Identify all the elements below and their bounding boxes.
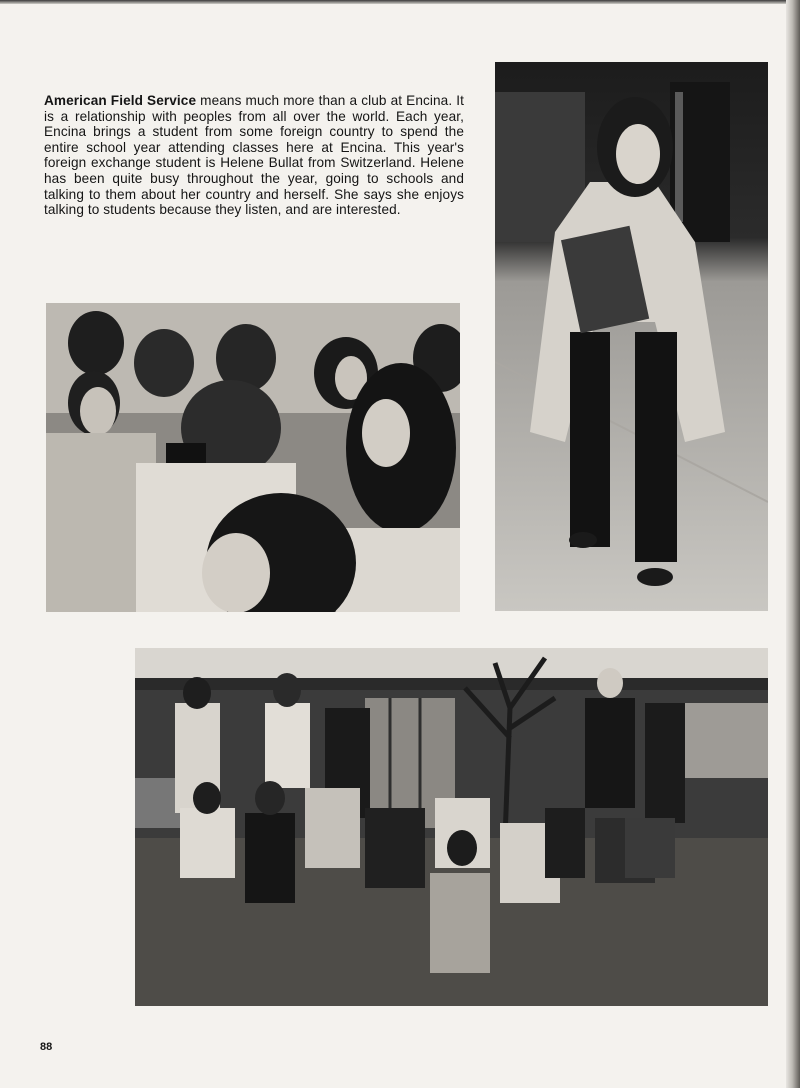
article-body: means much more than a club at Encina. It is a relationship with peoples from all over the world. Each year, Encina brings a student from some foreign country to spend the entire school year attending classes here at Encina. This year's foreign exchange student is Helene Bullat from Switzerland. Helene has been quite busy throughout the year, going to schools and talking to them about her country and herself. She says she enjoys talking to students because they listen, and are interested. [44, 93, 465, 218]
article-text [44, 93, 464, 218]
photo-exchange-student [495, 62, 768, 611]
photo-group-listening [46, 303, 460, 612]
page-edge-right [786, 0, 800, 1088]
photo-club-group [135, 648, 768, 1006]
page-number: 88 [40, 1041, 53, 1053]
page-edge-top [0, 0, 800, 4]
article-lead: American Field Service [44, 93, 197, 108]
